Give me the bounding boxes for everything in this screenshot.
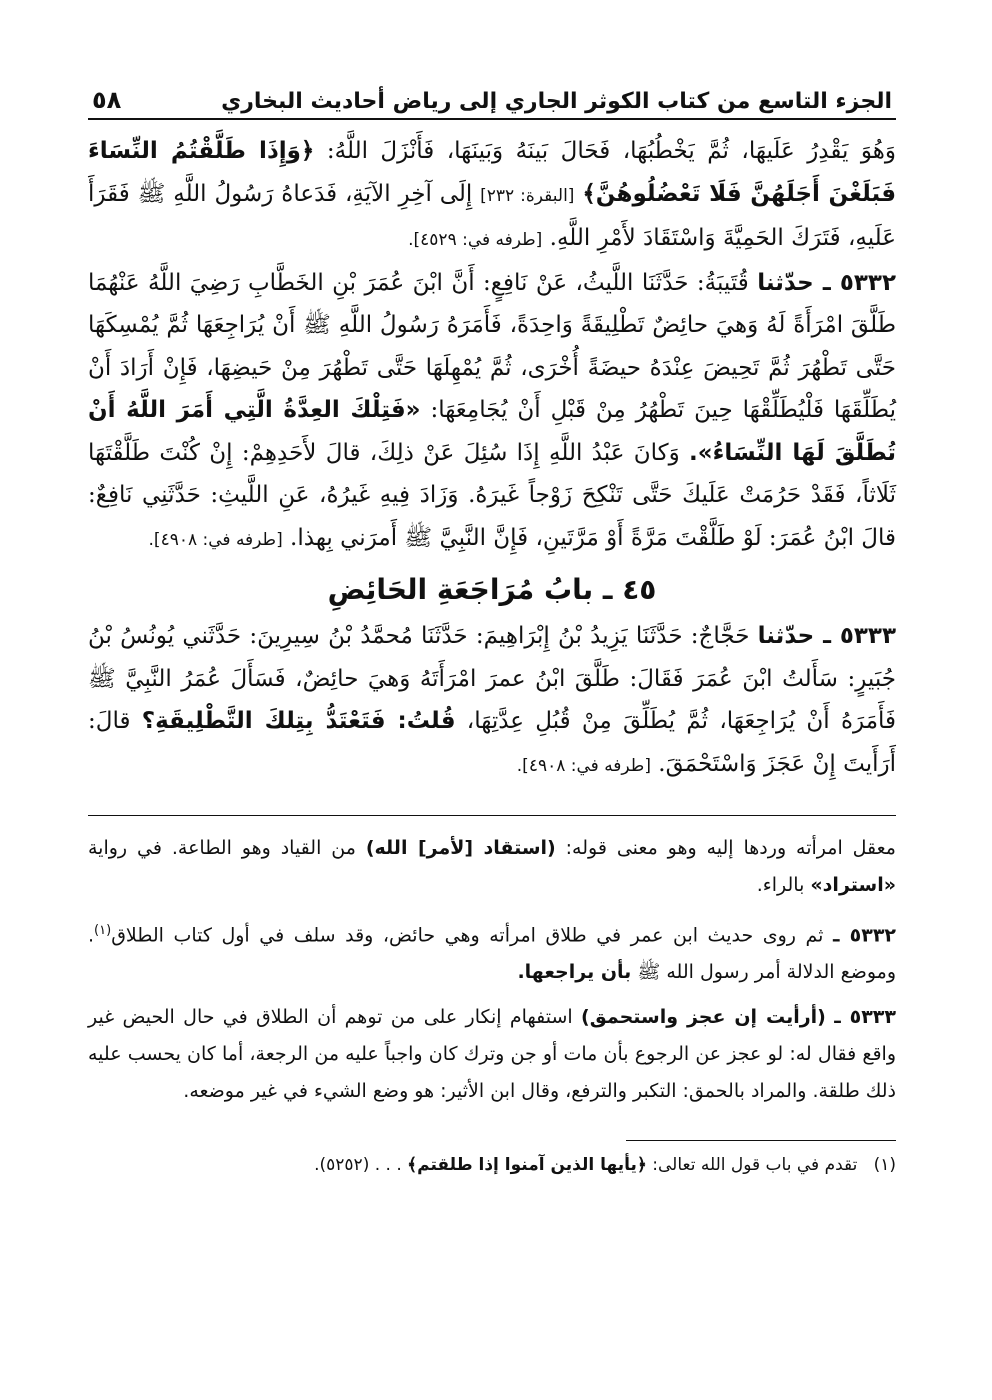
footnote-number: (١) xyxy=(873,1155,896,1176)
paragraph-3 xyxy=(88,615,896,787)
note1-d: «استراد» xyxy=(810,874,896,896)
footnote xyxy=(88,1151,896,1179)
note-3 xyxy=(88,999,896,1110)
note3-text: استفهام إنكار على من توهم أن الطلاق في حال الحيض غير واقع فقال له: لو عجز عن الرجوع بأن مات أو جن وترك كان واجباً عليه من الرجعة، أما كان يحسب عليه ذلك طلقة. والمراد بالحمق: التكبر والترفع، وقال ابن الأثير: هو وضع الشيء في غير موضعه. xyxy=(88,1006,896,1103)
footnote-text: تقدم في باب قول الله تعالى: xyxy=(652,1155,858,1176)
note2-number: ٥٣٣٢ ـ xyxy=(833,924,897,947)
note-1 xyxy=(88,830,896,904)
note1-c: من القياد وهو الطاعة. في رواية xyxy=(88,837,356,859)
main-text xyxy=(88,130,896,787)
note2-bold: بأن يراجعها. xyxy=(517,961,632,984)
note2-text2: . وموضع الدلالة أمر رسول الله ﷺ xyxy=(88,924,896,984)
footnote-end: . . . (٥٢٥٢). xyxy=(314,1155,402,1176)
paragraph-2 xyxy=(88,262,896,562)
p1-ref2: [طرفه في: ٤٥٢٩]. xyxy=(408,230,543,250)
note3-bold: (أرأيت إن عجز واستحمق) xyxy=(581,1006,826,1029)
footnote-marker: (١) xyxy=(94,923,112,938)
p3-bold: قُلتُ: فَتَعْتَدُّ بِتِلكَ التَّطْلِيقَةِ؟ xyxy=(141,708,456,734)
note3-number: ٥٣٣٣ ـ xyxy=(834,1006,896,1029)
paragraph-1 xyxy=(88,130,896,262)
p1-text: وَهُوَ يَقْدِرُ عَلَيهَا، ثُمَّ يَخْطُبُهَا، فَحَالَ بَينَهُ وَبَينَهَا، فَأَنْزَلَ اللَّهُ: xyxy=(326,138,896,164)
footnote-divider xyxy=(626,1140,896,1141)
page xyxy=(88,78,896,1179)
p1-ref1: [البقرة: ٢٣٢] xyxy=(480,185,575,206)
hadith-number-5333: ٥٣٣٣ ـ حدّثنا xyxy=(757,623,897,649)
header-title: الجزء التاسع من كتاب الكوثر الجاري إلى رياض أحاديث البخاري xyxy=(221,89,892,114)
footnote-quote: ﴿يأيها الذين آمنوا إذا طلقتم﴾ xyxy=(407,1155,647,1176)
note1-b: (استقاد [لأمر] الله) xyxy=(365,837,556,859)
note-2 xyxy=(88,912,896,991)
commentary xyxy=(88,830,896,1110)
p3-text2: قالَ: أَرَأَيتَ إِنْ عَجَزَ وَاسْتَحْمَقَ. xyxy=(88,708,896,777)
commentary-divider xyxy=(88,815,896,816)
p3-ref: [طرفه في: ٤٩٠٨]. xyxy=(516,755,651,776)
p2-text2: وَكانَ عَبْدُ اللَّهِ إِذَا سُئِلَ عَنْ ذلِكَ، قالَ لأَحَدِهِمْ: إِنْ كُنْتَ طَلَّقْتَهَا ثَلَاثاً، فَقَدْ حَرُمَتْ عَلَيكَ حَتَّى تَنْكِحَ زَوْجاً غَيرَهُ. وَزَادَ فِيهِ غَيرُهُ، عَنِ اللَّيثِ: حَدَّثَنِي نَافِعٌ: قالَ ابْنُ عُمَرَ: لَوْ طَلَّقْتَ مَرَّةً أَوْ مَرَّتَينِ، فَإِنَّ النَّبِيَّ ﷺ أَمرَني بِهذا. xyxy=(88,439,896,551)
chapter-heading: ٤٥ ـ بابُ مُرَاجَعَةِ الحَائِضِ xyxy=(327,573,657,606)
p2-ref: [طرفه في: ٤٩٠٨]. xyxy=(148,529,283,550)
note1-e: بالراء. xyxy=(756,874,805,896)
hadith-number-5332: ٥٣٣٢ ـ حدّثنا xyxy=(757,269,896,296)
p1-text2: إِلَى آخِرِ الآيَةِ، فَدَعاهُ رَسُولُ اللَّهِ ﷺ فَقَرَأَ عَلَيهِ، فَتَرَكَ الحَمِيَّةَ وَاسْتَقَادَ لأَمْرِ اللَّهِ. xyxy=(88,180,896,251)
p1-quran: ﴿وَإِذَا طَلَّقْتُمُ النِّسَاءَ فَبَلَغْنَ أَجَلَهُنَّ فَلَا تَعْضُلُوهُنَّ﴾ xyxy=(88,138,897,207)
note1-a: معقل امرأته وردها إليه وهو معنى قوله: xyxy=(565,837,896,859)
p2-bold: «فَتِلْكَ العِدَّةُ الَّتِي أَمَرَ اللَّهُ أَنْ تُطَلَّقَ لَهَا النِّسَاءُ». xyxy=(88,397,896,466)
page-number: ٥٨ xyxy=(92,86,122,114)
p3-text: حَجَّاجٌ: حَدَّثَنَا يَزِيدُ بْنُ إِبْرَاهِيمَ: حَدَّثَنَا مُحمَّدُ بْنُ سِيرِينَ: حَدَّثَني يُونُسُ بْنُ جُبَيرٍ: سَأَلتُ ابْنَ عُمَرَ فَقَالَ: طَلَّقَ ابْنُ عمرَ امْرَأَتَهُ وَهيَ حائِضٌ، فَسَأَلَ عُمَرُ النَّبِيَّ ﷺ فَأَمَرَهُ أَنْ يُرَاجِعَهَا، ثُمَّ يُطَلِّقَ مِنْ قُبُلِ عِدَّتِهَا، xyxy=(88,623,897,734)
note2-text: ثم روى حديث ابن عمر في طلاق امرأته وهي حائض، وقد سلف في أول كتاب الطلاق xyxy=(111,924,824,947)
running-header xyxy=(88,78,896,120)
p2-text: قُتَيبَةُ: حَدَّثَنَا اللَّيثُ، عَنْ نَافِعٍ: أَنَّ ابْنَ عُمَرَ بْنِ الخَطَّابِ رَضِيَ اللَّهُ عَنْهُمَا طَلَّقَ امْرَأَةً لَهُ وَهيَ حائِضٌ تَطْلِيقَةً وَاحِدَةً، فَأَمَرَهُ رَسُولُ اللَّهِ ﷺ أَنْ يُرَاجِعَهَا ثُمَّ يُمْسِكَهَا حَتَّى تَطْهُرَ ثُمَّ تَحِيضَ عِنْدَهُ حيضَةً أُخْرَى، ثُمَّ يُمْهِلَهَا حَتَّى تَطْهُرَ مِنْ حَيضِهَا، فَإِنْ أَرَادَ أَنْ يُطَلِّقَهَا فَلْيُطَلِّقْهَا حِينَ تَطْهُرُ مِنْ قَبْلِ أَنْ يُجَامِعَهَا: xyxy=(88,269,896,423)
